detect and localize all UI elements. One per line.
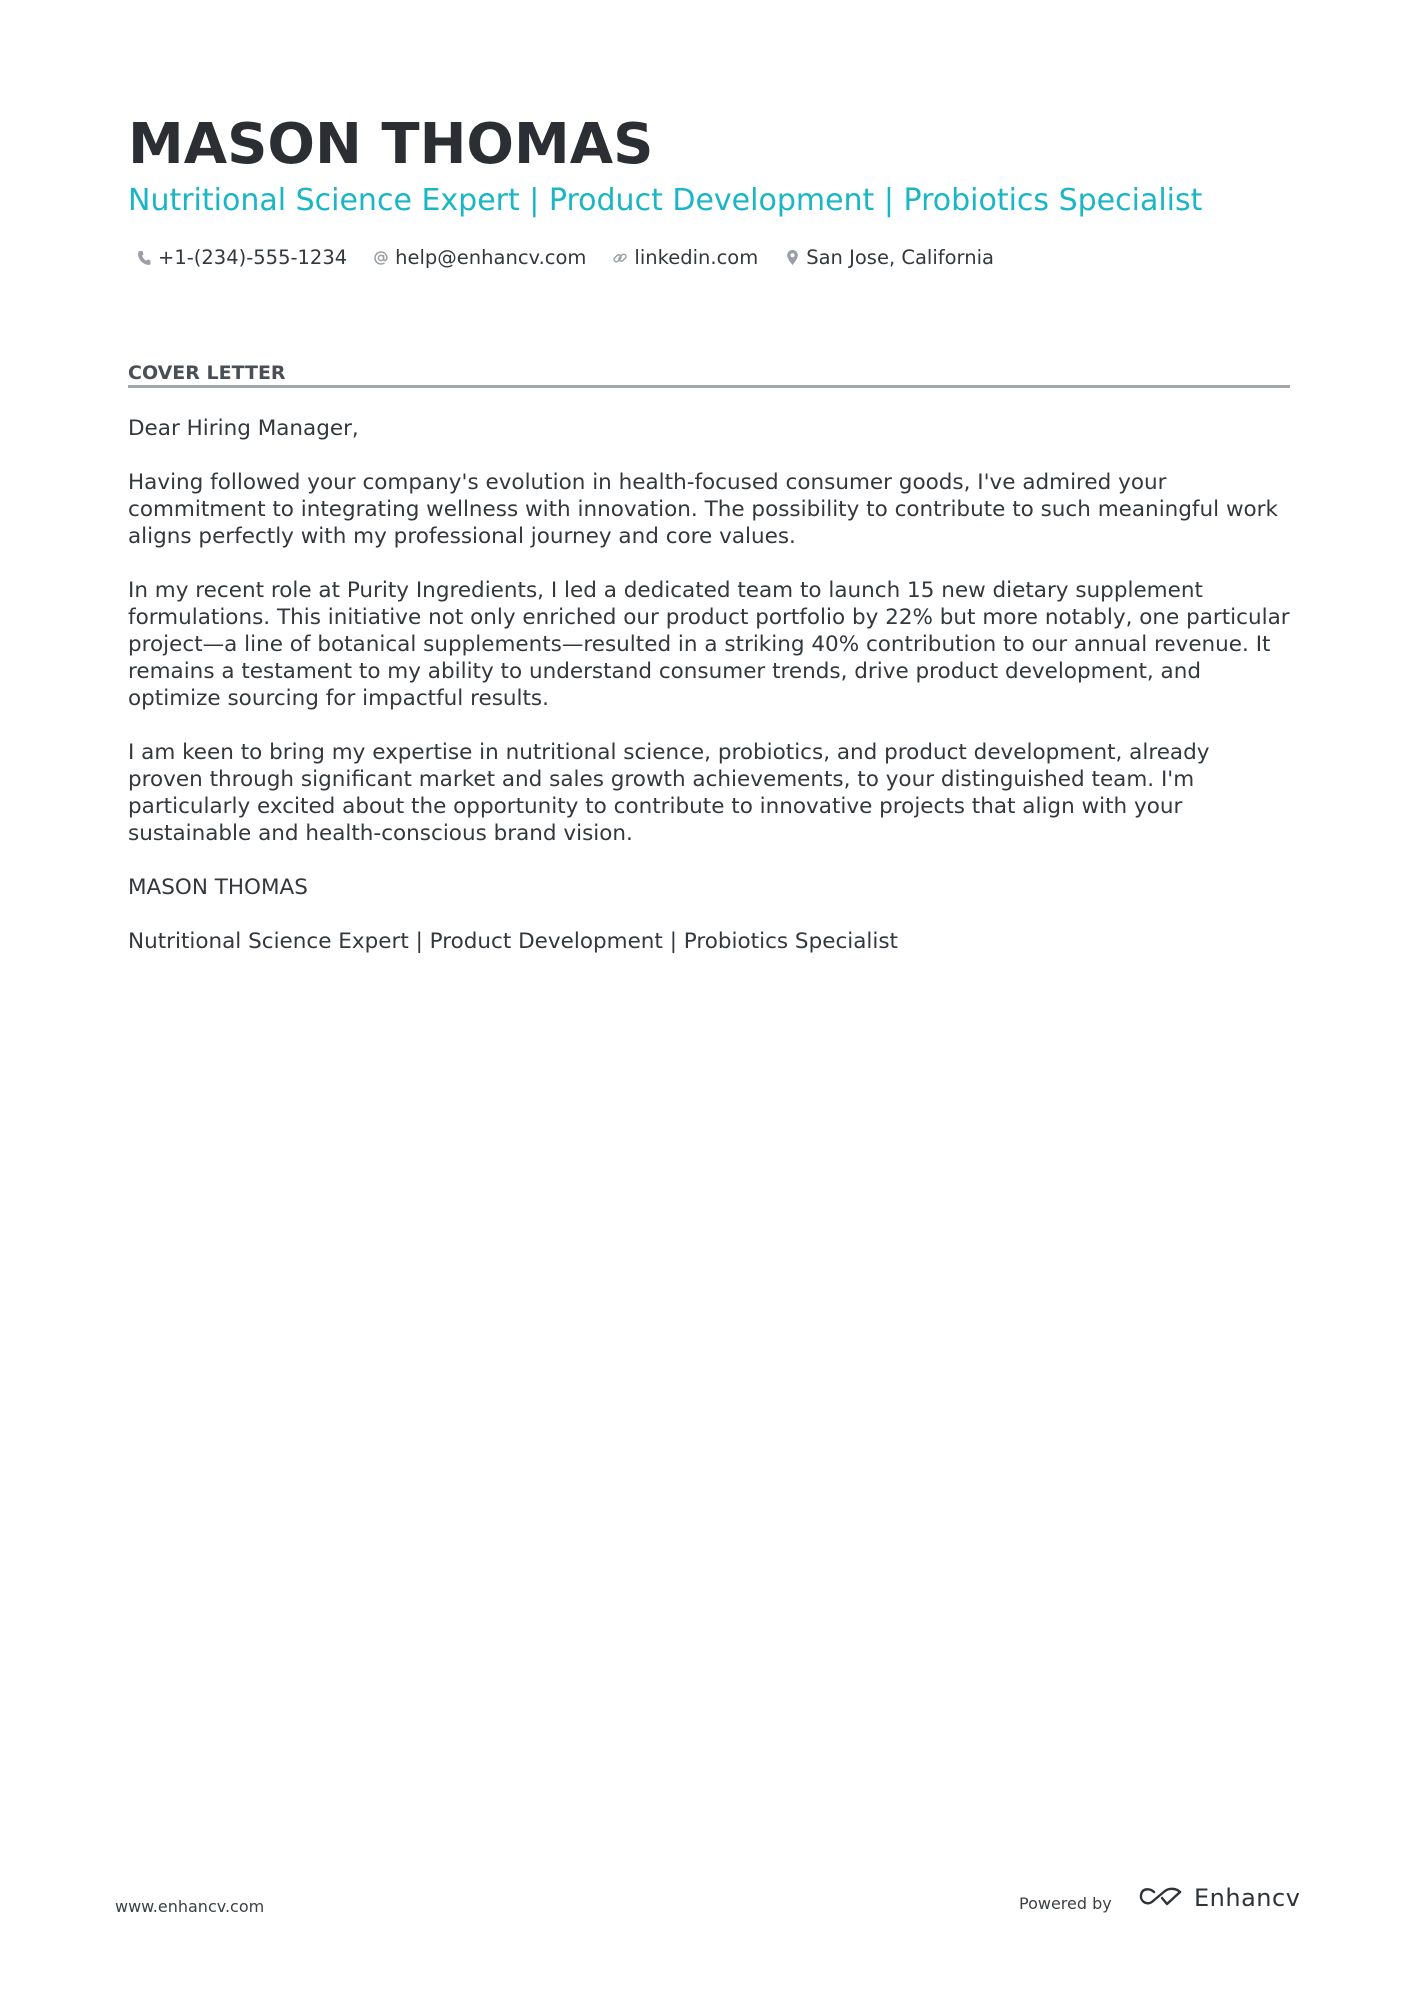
candidate-name: MASON THOMAS xyxy=(128,112,654,177)
linkedin-url: linkedin.com xyxy=(634,246,759,269)
enhancv-logo-icon xyxy=(1138,1885,1184,1911)
letter-paragraph: In my recent role at Purity Ingredients, I led a dedicated team to launch 15 new dietary supplement formulations. This initiative not only enriched our product portfolio by 22% but more notably, one particular project—a line of botanical supplements—resulted in a striking 40% contribution to our annual revenue. It remains a testament to my ability to understand consumer trends, drive product development, and optimize sourcing for impactful results. xyxy=(128,578,1290,711)
powered-by-label: Powered by xyxy=(1019,1894,1112,1913)
section-divider xyxy=(128,385,1290,388)
candidate-headline: Nutritional Science Expert | Product Development | Probiotics Specialist xyxy=(128,183,1203,218)
letter-paragraph: Having followed your company's evolution in health-focused consumer goods, I've admired your commitment to integrating wellness with innovation. The possibility to contribute to such meaningful work aligns perfectly with my professional journey and core values. xyxy=(128,470,1278,549)
section-title-cover-letter: COVER LETTER xyxy=(128,362,286,384)
location-pin-icon xyxy=(784,249,800,267)
email-address: help@enhancv.com xyxy=(395,246,587,269)
letter-greeting: Dear Hiring Manager, xyxy=(128,416,359,441)
contact-email[interactable] xyxy=(373,246,586,269)
phone-number: +1-(234)-555-1234 xyxy=(158,246,348,269)
contact-location xyxy=(784,246,994,269)
phone-icon xyxy=(136,249,152,267)
footer-website-link[interactable]: www.enhancv.com xyxy=(115,1897,265,1916)
brand-name: Enhancv xyxy=(1194,1884,1301,1912)
contact-phone[interactable] xyxy=(136,246,347,269)
contact-bar xyxy=(136,246,1020,269)
signature-title: Nutritional Science Expert | Product Development | Probiotics Specialist xyxy=(128,929,898,954)
letter-paragraph: I am keen to bring my expertise in nutritional science, probiotics, and product development, already proven through significant market and sales growth achievements, to your distinguished team. I'm particularly excited about the opportunity to contribute to innovative projects that align with your sustainable and health-conscious brand vision. xyxy=(128,740,1210,846)
signature-name: MASON THOMAS xyxy=(128,875,308,900)
location-text: San Jose, California xyxy=(806,246,994,269)
link-icon xyxy=(612,249,628,267)
at-icon xyxy=(373,249,389,267)
enhancv-brand[interactable] xyxy=(1138,1884,1300,1912)
contact-linkedin[interactable] xyxy=(612,246,758,269)
letter-body xyxy=(128,415,1290,982)
